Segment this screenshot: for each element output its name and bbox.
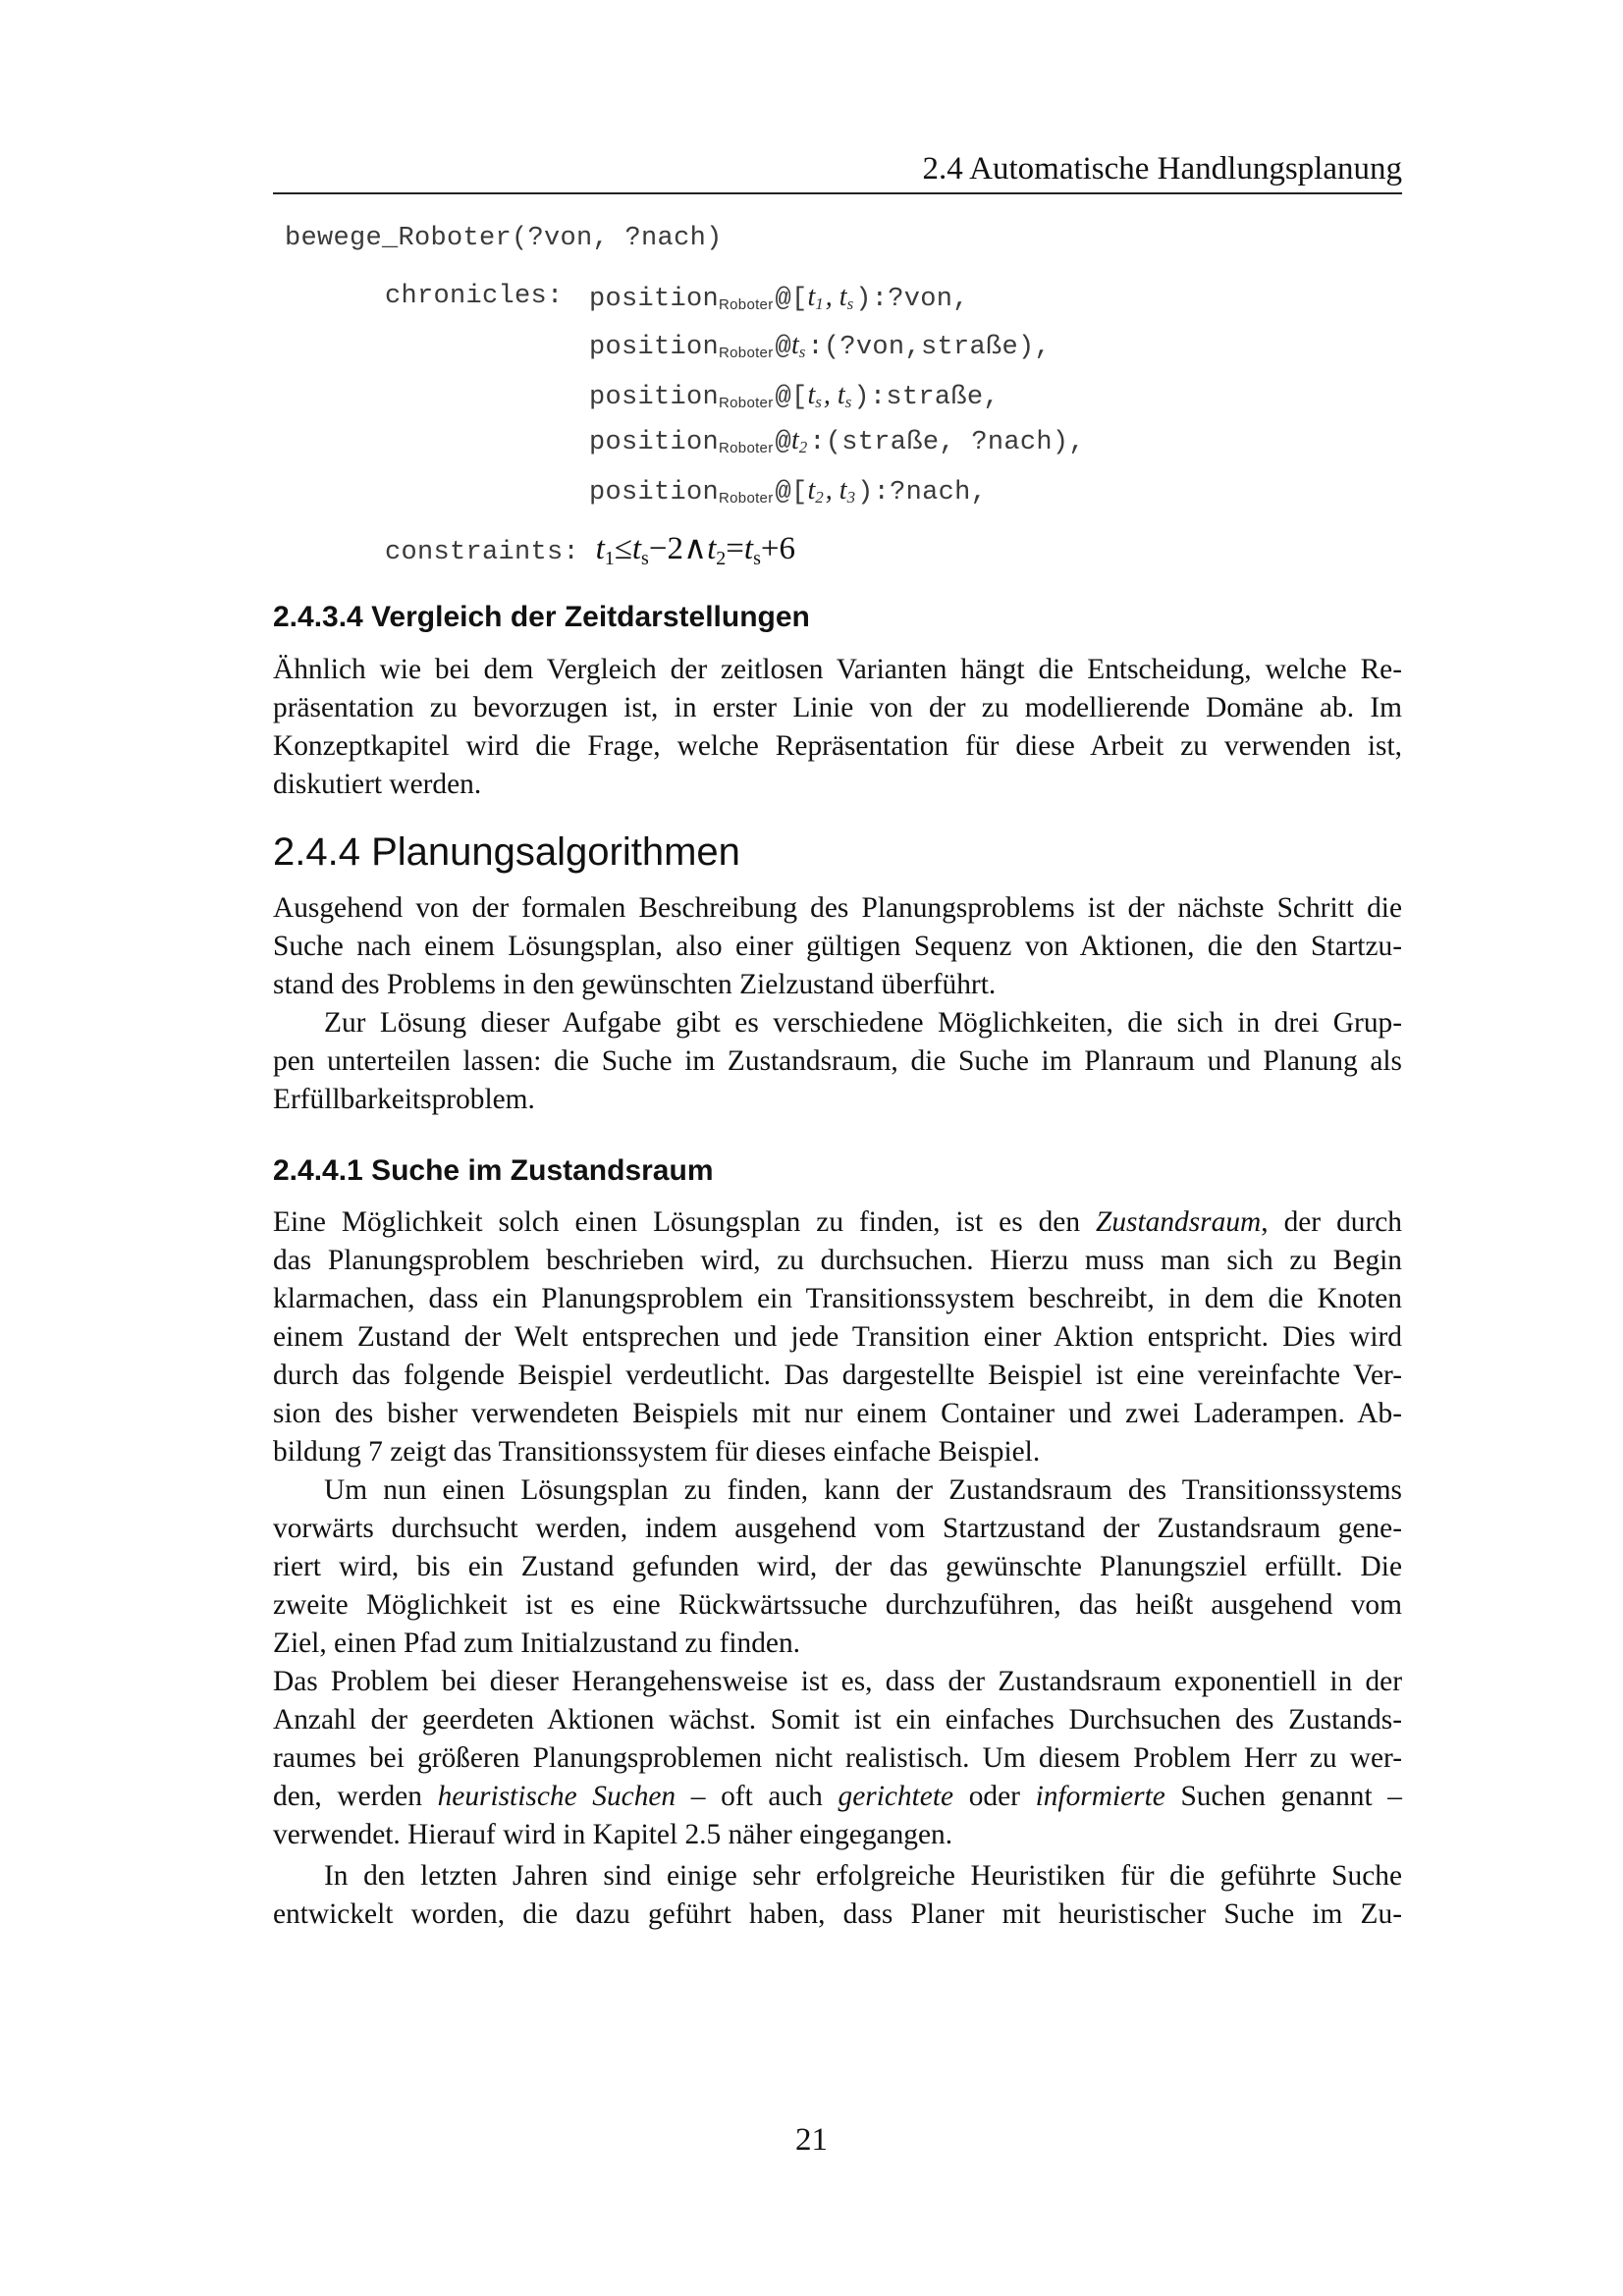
page-number: 21	[795, 2122, 828, 2158]
constraint-formula: $t_1\le t_s-2\wedge t_2=t_s+6$	[595, 531, 795, 569]
code-signature: bewege_Roboter(?von, ?nach)	[285, 224, 723, 253]
code-chronicle-row: $position_{Roboter}@[t_s$, $t_s):straße$,	[589, 380, 1000, 412]
paragraph-vergleich: Ähnlich wie bei dem Vergleich der zeitlosen Varianten hängt die Entscheidung, welche Re- präsentation zu bevorzugen ist, in erster Linie von der zu modellierende Domäne ab. Im Konzeptkapitel wird die Frage, welche Repräsentation für diese Arbeit zu verwenden ist, diskutiert werden.	[273, 654, 1402, 800]
running-header	[273, 149, 1402, 194]
paragraph-zustandsraum-3: Das Problem bei dieser Herangehensweise ist es, dass der Zustandsraum exponentiell in der Anzahl der geerdeten Aktionen wächst. Somit ist ein einfaches Durchsuchen des Zustands- raumes bei größeren Planungsproblemen nicht realistisch. Um diesem Problem Herr zu wer- den, werden heuristische Suchen – oft auch gerichtete oder informierte Suchen genannt – verwendet. Hierauf wird in Kapitel 2.5 näher eingegangen.	[273, 1666, 1402, 1850]
section-heading-2434: 2.4.3.4 Vergleich der Zeitdarstellungen	[273, 601, 810, 633]
code-chronicles-label: chronicles:	[385, 282, 564, 311]
paragraph-planungsalgorithmen-1: Ausgehend von der formalen Beschreibung des Planungsproblems ist der nächste Schritt die Suche nach einem Lösungsplan, also einer gültigen Sequenz von Aktionen, die den Startzu- stand des Problems in den gewünschten Zielzustand überführt.	[273, 892, 1402, 1000]
paragraph-zustandsraum-2: Um nun einen Lösungsplan zu finden, kann der Zustandsraum des Transitionssystems vorwärts durchsucht werden, indem ausgehend vom Startzustand der Zustandsraum gene- riert wird, bis ein Zustand gefunden wird, der das gewünschte Planungsziel erfüllt. Die zweite Möglichkeit ist es eine Rückwärtssuche durchzuführen, das heißt ausgehend vom Ziel, einen Pfad zum Initialzustand zu finden.	[273, 1474, 1402, 1659]
section-heading-2441: 2.4.4.1 Suche im Zustandsraum	[273, 1154, 714, 1187]
code-constraints: constraints: $t_1\le t_s-2\wedge t_2=t_s+6$	[385, 531, 795, 569]
paragraph-zustandsraum-1: Eine Möglichkeit solch einen Lösungsplan zu finden, ist es den Zustandsraum, der durch das Planungsproblem beschrieben wird, zu durchsuchen. Hierzu muss man sich zu Begin klarmachen, dass ein Planungsproblem ein Transitionssystem beschreibt, in dem die Knoten einem Zustand der Welt entsprechen und jede Transition einer Aktion entspricht. Dies wird durch das folgende Beispiel verdeutlicht. Das dargestellte Beispiel ist eine vereinfachte Ver- sion des bisher verwendeten Beispiels mit nur einem Container und zwei Laderampen. Ab- bildung 7 zeigt das Transitionssystem für dieses einfache Beispiel.	[273, 1206, 1402, 1468]
code-chronicle-row: $position_{Roboter}@[t_1$, $t_s):?von$,	[589, 282, 969, 314]
code-chronicle-row: $position_{Roboter}@t_2:(straße$, ?nach),	[589, 425, 1085, 457]
paragraph-planungsalgorithmen-2: Zur Lösung dieser Aufgabe gibt es verschiedene Möglichkeiten, die sich in drei Grup- pen unterteilen lassen: die Suche im Zustandsraum, die Suche im Planraum und Planung als Erfüllbarkeitsproblem.	[273, 1007, 1402, 1115]
code-chronicle-row: $position_{Roboter}@[t_2$, $t_3):?nach$,	[589, 475, 988, 507]
section-heading-244: 2.4.4 Planungsalgorithmen	[273, 830, 740, 874]
running-header-title: 2.4 Automatische Handlungsplanung	[922, 151, 1402, 187]
paragraph-zustandsraum-4: In den letzten Jahren sind einige sehr erfolgreiche Heuristiken für die geführte Suche entwickelt worden, die dazu geführt haben, dass Planer mit heuristischer Suche im Zu-	[273, 1860, 1402, 1930]
code-chronicle-row: $position_{Roboter}@t_s:(?von,straße)$,	[589, 330, 1051, 362]
